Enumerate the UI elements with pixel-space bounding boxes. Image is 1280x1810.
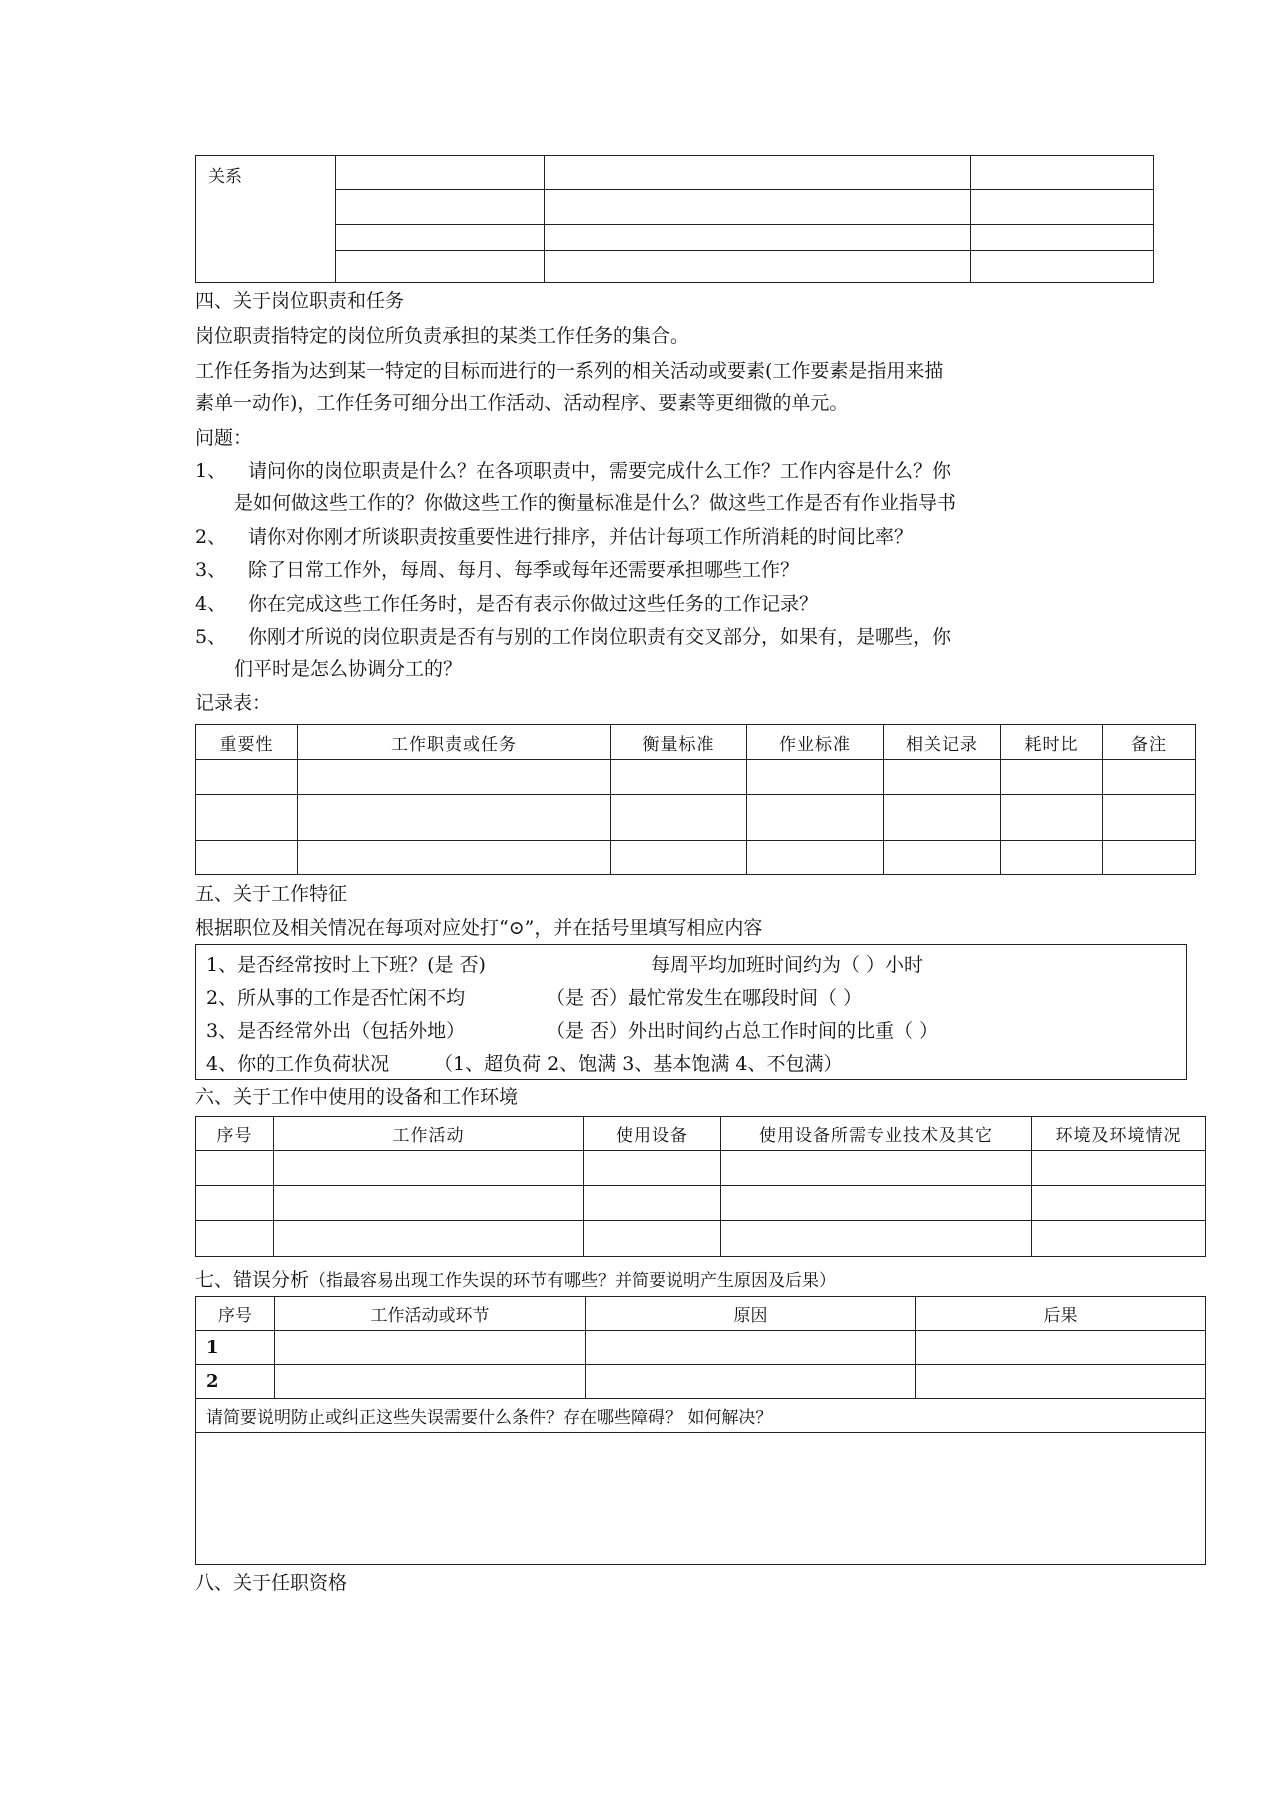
record-cell[interactable] (1001, 841, 1103, 875)
question-number: 2、 (195, 526, 227, 548)
relation-cell[interactable] (971, 190, 1154, 224)
error-prevention-prompt: 请简要说明防止或纠正这些失误需要什么条件？存在哪些障碍？ 如何解决？ (196, 1399, 1206, 1433)
equipment-cell[interactable] (1032, 1151, 1206, 1186)
characteristic-item-a: 3、是否经常外出（包括外地） (206, 1020, 466, 1042)
equipment-header: 使用设备 (584, 1117, 721, 1151)
record-header: 重要性 (196, 725, 298, 760)
section4-paragraph2-line2: 素单一动作)，工作任务可细分出工作活动、活动程序、要素等更细微的单元。 (195, 392, 849, 414)
record-header: 耗时比 (1001, 725, 1103, 760)
record-cell[interactable] (196, 760, 298, 795)
error-cell[interactable] (916, 1331, 1206, 1365)
section5-title: 五、关于工作特征 (195, 883, 348, 905)
question-text: 除了日常工作外，每周、每月、每季或每年还需要承担哪些工作？ (248, 559, 800, 581)
error-cell[interactable] (275, 1331, 586, 1365)
equipment-header: 使用设备所需专业技术及其它 (721, 1117, 1032, 1151)
record-cell[interactable] (298, 760, 611, 795)
record-header: 衡量标准 (611, 725, 747, 760)
record-cell[interactable] (611, 760, 747, 795)
record-table (195, 724, 1196, 875)
section5-instruction: 根据职位及相关情况在每项对应处打“⊙”，并在括号里填写相应内容 (195, 917, 763, 939)
error-row-number: 1 (196, 1331, 275, 1365)
relation-cell[interactable] (336, 224, 545, 250)
relation-table (195, 155, 1154, 283)
record-cell[interactable] (611, 841, 747, 875)
section7-title: 七、错误分析 (195, 1269, 310, 1291)
error-header: 工作活动或环节 (275, 1297, 586, 1331)
equipment-table (195, 1116, 1206, 1257)
record-cell[interactable] (196, 795, 298, 841)
equipment-cell[interactable] (584, 1151, 721, 1186)
record-cell[interactable] (1103, 841, 1196, 875)
record-cell[interactable] (1001, 760, 1103, 795)
relation-cell[interactable] (336, 156, 545, 190)
record-cell[interactable] (747, 795, 884, 841)
characteristic-item-b: （是 否）外出时间约占总工作时间的比重（ ） (546, 1020, 939, 1042)
equipment-cell[interactable] (584, 1186, 721, 1221)
record-cell[interactable] (1001, 795, 1103, 841)
equipment-cell[interactable] (196, 1186, 274, 1221)
record-table-label: 记录表： (195, 692, 272, 714)
error-cell[interactable] (586, 1331, 916, 1365)
characteristic-item-b: 每周平均加班时间约为（ ）小时 (651, 954, 924, 976)
equipment-header: 序号 (196, 1117, 274, 1151)
equipment-cell[interactable] (584, 1221, 721, 1257)
record-header: 相关记录 (884, 725, 1001, 760)
relation-cell[interactable] (971, 156, 1154, 190)
question-text-cont: 们平时是怎么协调分工的？ (234, 658, 463, 680)
characteristic-item-a: 4、你的工作负荷状况 (206, 1053, 390, 1075)
question-text: 请你对你刚才所谈职责按重要性进行排序，并估计每项工作所消耗的时间比率？ (248, 526, 914, 548)
relation-label-cell (196, 156, 336, 283)
relation-cell[interactable] (545, 156, 971, 190)
record-cell[interactable] (747, 760, 884, 795)
error-row-number: 2 (196, 1365, 275, 1399)
equipment-cell[interactable] (721, 1151, 1032, 1186)
equipment-header: 环境及环境情况 (1032, 1117, 1206, 1151)
error-analysis-table (195, 1296, 1206, 1565)
equipment-cell[interactable] (196, 1221, 274, 1257)
equipment-cell[interactable] (274, 1151, 584, 1186)
section6-title: 六、关于工作中使用的设备和工作环境 (195, 1086, 519, 1108)
question-number: 5、 (195, 626, 227, 648)
characteristic-item-b: （1、超负荷 2、饱满 3、基本饱满 4、不包满） (434, 1053, 843, 1075)
question-number: 3、 (195, 559, 227, 581)
record-cell[interactable] (884, 795, 1001, 841)
relation-cell[interactable] (545, 224, 971, 250)
question-text: 请问你的岗位职责是什么？在各项职责中，需要完成什么工作？工作内容是什么？你 (248, 460, 952, 482)
record-header: 备注 (1103, 725, 1196, 760)
equipment-header: 工作活动 (274, 1117, 584, 1151)
record-cell[interactable] (196, 841, 298, 875)
relation-cell[interactable] (971, 224, 1154, 250)
equipment-cell[interactable] (721, 1221, 1032, 1257)
relation-cell[interactable] (971, 250, 1154, 282)
error-cell[interactable] (916, 1365, 1206, 1399)
relation-cell[interactable] (545, 190, 971, 224)
question-number: 1、 (195, 460, 227, 482)
question-text: 你在完成这些工作任务时，是否有表示你做过这些任务的工作记录？ (248, 593, 819, 615)
section7-heading (195, 1263, 836, 1297)
question-text: 你刚才所说的岗位职责是否有与别的工作岗位职责有交叉部分，如果有，是哪些，你 (248, 626, 952, 648)
error-cell[interactable] (586, 1365, 916, 1399)
question-text-cont: 是如何做这些工作的？你做这些工作的衡量标准是什么？做这些工作是否有作业指导书 (234, 492, 957, 514)
relation-cell[interactable] (336, 190, 545, 224)
record-header: 作业标准 (747, 725, 884, 760)
error-header: 序号 (196, 1297, 275, 1331)
record-cell[interactable] (884, 760, 1001, 795)
equipment-cell[interactable] (274, 1186, 584, 1221)
record-cell[interactable] (884, 841, 1001, 875)
record-cell[interactable] (747, 841, 884, 875)
record-cell[interactable] (1103, 795, 1196, 841)
relation-cell[interactable] (545, 250, 971, 282)
section4-title: 四、关于岗位职责和任务 (195, 290, 405, 312)
question-number: 4、 (195, 593, 227, 615)
equipment-cell[interactable] (1032, 1186, 1206, 1221)
section7-title-note: （指最容易出现工作失误的环节有哪些？并简要说明产生原因及后果） (309, 1271, 837, 1291)
record-cell[interactable] (1103, 760, 1196, 795)
error-header: 原因 (586, 1297, 916, 1331)
section4-paragraph2-line1: 工作任务指为达到某一特定的目标而进行的一系列的相关活动或要素(工作要素是指用来描 (195, 360, 944, 382)
error-header: 后果 (916, 1297, 1206, 1331)
section4-paragraph1: 岗位职责指特定的岗位所负责承担的某类工作任务的集合。 (195, 325, 690, 347)
characteristic-item-a: 2、所从事的工作是否忙闲不均 (206, 987, 466, 1009)
questions-label: 问题： (195, 427, 253, 449)
record-header: 工作职责或任务 (298, 725, 611, 760)
work-characteristics-box (195, 944, 1187, 1080)
equipment-cell[interactable] (274, 1221, 584, 1257)
record-cell[interactable] (611, 795, 747, 841)
characteristic-item-a: 1、是否经常按时上下班？(是 否) (206, 954, 486, 976)
relation-label: 关系 (208, 167, 242, 187)
equipment-cell[interactable] (1032, 1221, 1206, 1257)
section8-title: 八、关于任职资格 (195, 1572, 348, 1594)
equipment-cell[interactable] (196, 1151, 274, 1186)
record-cell[interactable] (298, 795, 611, 841)
equipment-cell[interactable] (721, 1186, 1032, 1221)
characteristic-item-b: （是 否）最忙常发生在哪段时间（ ） (546, 987, 863, 1009)
error-prevention-answer[interactable] (196, 1433, 1206, 1565)
record-cell[interactable] (298, 841, 611, 875)
error-cell[interactable] (275, 1365, 586, 1399)
relation-cell[interactable] (336, 250, 545, 282)
